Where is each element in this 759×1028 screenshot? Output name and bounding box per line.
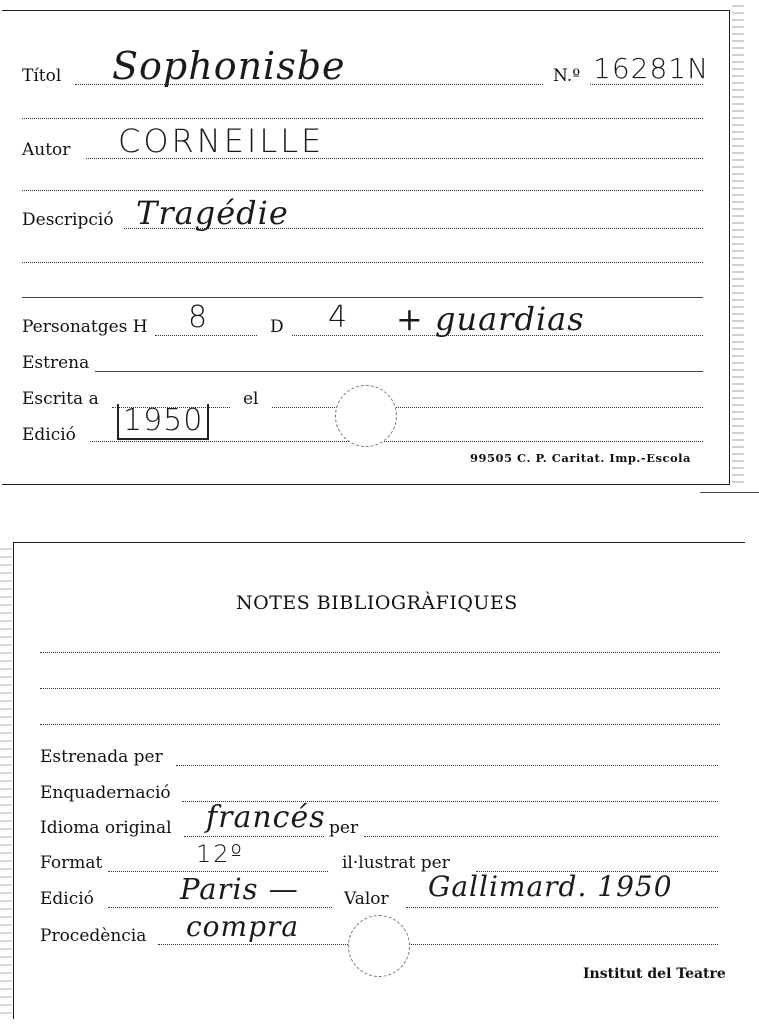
format-value: 12º <box>196 840 244 868</box>
scan-edge-marks-lower <box>0 548 12 1018</box>
scan-edge-marks <box>732 5 744 485</box>
descripcio-label: Descripció <box>22 210 114 230</box>
edicio-label: Edició <box>22 425 76 445</box>
el-label: el <box>243 389 259 409</box>
estrenada-label: Estrenada per <box>40 747 163 767</box>
personatges-label: Personatges H <box>22 317 148 337</box>
notes-heading: NOTES BIBLIOGRÀFIQUES <box>236 592 518 614</box>
titol-label: Títol <box>22 66 62 86</box>
edicio2-line <box>108 907 332 908</box>
idioma-label: Idioma original <box>40 818 172 838</box>
descripcio-value: Tragédie <box>136 194 289 232</box>
autor-value: CORNEILLE <box>118 122 325 160</box>
printer-imprint: 99505 C. P. Caritat. Imp.-Escola <box>470 451 691 465</box>
per-line <box>364 836 718 837</box>
valor-label: Valor <box>344 889 389 909</box>
personatges-d-label: D <box>270 317 284 337</box>
estrena-line <box>95 371 703 372</box>
procedencia-label: Procedència <box>40 926 147 946</box>
personatges-h-value: 8 <box>188 300 210 335</box>
edicio-value: 1950 <box>117 404 209 440</box>
valor-line <box>406 907 718 908</box>
valor-value: Gallimard. 1950 <box>428 870 673 903</box>
blank-line <box>22 190 703 191</box>
edicio2-label: Edició <box>40 889 94 909</box>
escrita-label: Escrita a <box>22 389 99 409</box>
procedencia-value: compra <box>186 910 300 943</box>
stamp-circle <box>348 915 410 977</box>
personatges-h-line <box>155 335 257 336</box>
personatges-extra: + guardias <box>396 300 585 338</box>
edicio-line <box>90 441 703 442</box>
titol-value: Sophonisbe <box>112 44 346 88</box>
notes-line <box>40 724 720 725</box>
idioma-line <box>184 836 324 837</box>
number-value: 16281N <box>593 52 710 85</box>
illustrat-label: il·lustrat per <box>342 853 450 873</box>
blank-line <box>22 297 703 298</box>
estrenada-line <box>176 765 718 766</box>
blank-line <box>22 118 703 119</box>
institution-imprint: Institut del Teatre <box>583 966 726 982</box>
format-label: Format <box>40 853 103 873</box>
blank-line <box>22 262 703 263</box>
stamp-circle <box>335 385 397 447</box>
scan-edge-line <box>700 492 759 493</box>
notes-line <box>40 688 720 689</box>
per-label: per <box>329 818 359 838</box>
procedencia-line <box>158 944 718 945</box>
edicio2-value: Paris — <box>180 872 299 906</box>
number-label: N.º <box>553 66 581 86</box>
notes-line <box>40 652 720 653</box>
autor-label: Autor <box>22 140 71 160</box>
personatges-d-value: 4 <box>328 300 350 335</box>
estrena-label: Estrena <box>22 353 90 373</box>
idioma-value: francés <box>206 800 326 835</box>
enquadernacio-label: Enquadernació <box>40 783 171 803</box>
